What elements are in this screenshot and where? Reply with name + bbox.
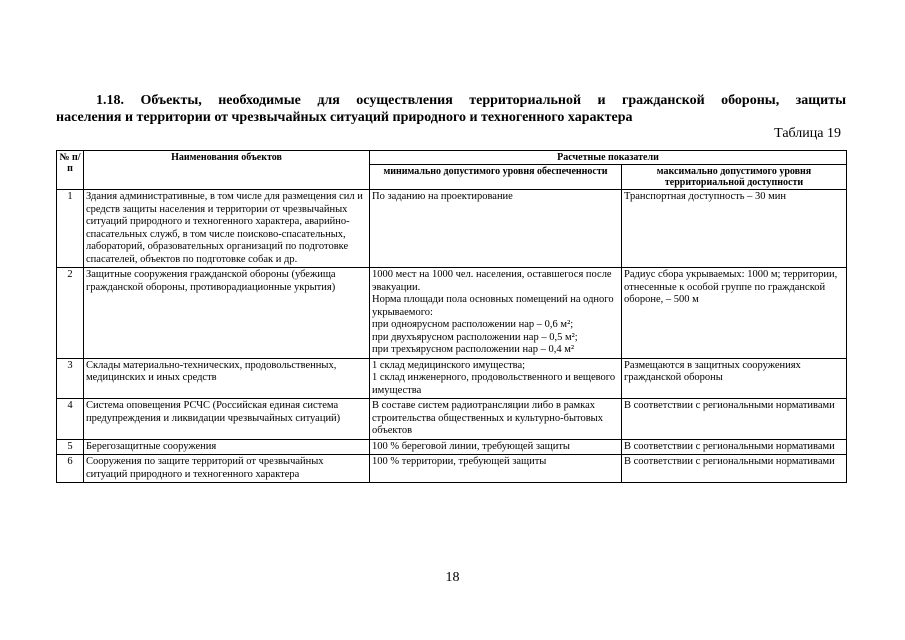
table-row: [57, 358, 847, 399]
table-row: [57, 455, 847, 483]
table-row: [57, 268, 847, 359]
header-max-level: максимально допустимого уровня территориальной доступности: [622, 165, 847, 190]
row-max-level: В соответствии с региональными нормативами: [622, 439, 847, 455]
table-row: [57, 190, 847, 268]
row-max-level: Размещаются в защитных сооружениях гражданской обороны: [622, 358, 847, 399]
section-heading: [56, 92, 846, 126]
min-level-line: при одноярусном расположении нар – 0,6 м²;: [372, 319, 574, 330]
min-level-line: 100 % береговой линии, требующей защиты: [372, 440, 570, 452]
row-min-level: [370, 399, 622, 440]
row-max-level: Радиус сбора укрываемых: 1000 м; территории, отнесенные к особой группе по гражданской обороне, – 500 м: [622, 268, 847, 359]
row-object-name: Защитные сооружения гражданской обороны (убежища гражданской обороны, противорадиационные укрытия): [84, 268, 370, 359]
min-level-line: Норма площади пола основных помещений на одного укрываемого:: [372, 294, 614, 318]
row-max-level: В соответствии с региональными нормативами: [622, 455, 847, 483]
row-min-level: [370, 268, 622, 359]
row-num: 2: [57, 268, 84, 359]
indicators-table: [56, 150, 847, 483]
row-num: 6: [57, 455, 84, 483]
page-number: 18: [445, 570, 460, 585]
row-min-level: [370, 190, 622, 268]
header-num: № п/п: [57, 151, 84, 190]
row-num: 1: [57, 190, 84, 268]
min-level-line: 1 склад инженерного, продовольственного и вещевого имущества: [372, 372, 616, 396]
min-level-line: при трехъярусном расположении нар – 0,4 м²: [372, 344, 575, 355]
table-row: [57, 439, 847, 455]
row-num: 3: [57, 358, 84, 399]
row-object-name: Система оповещения РСЧС (Российская единая система предупреждения и ликвидации чрезвычайных ситуаций): [84, 399, 370, 440]
min-level-line: В составе систем радиотрансляции либо в рамках строительства общественных и культурно-бытовых объектов: [372, 400, 603, 436]
row-min-level: [370, 455, 622, 483]
header-min-level: минимально допустимого уровня обеспеченности: [370, 165, 622, 190]
min-level-line: 1 склад медицинского имущества;: [372, 359, 526, 371]
header-indicators: Расчетные показатели: [370, 151, 847, 165]
min-level-line: 1000 мест на 1000 чел. населения, оставшегося после эвакуации.: [372, 269, 612, 293]
table-label: Таблица 19: [774, 126, 841, 141]
table-row: [57, 399, 847, 440]
min-level-line: при двухъярусном расположении нар – 0,5 м²;: [372, 331, 578, 343]
row-object-name: Здания административные, в том числе для размещения сил и средств защиты населения и территории от чрезвычайных ситуаций природного и техногенного характера, аварийно-спасательных служб, в том числе поисково-спасательных, лабораторий, образовательных организаций по подготовке спасателей, объектов по подготовке собак и др.: [84, 190, 370, 268]
section-heading-line-1: 1.18. Объекты, необходимые для осуществления территориальной и гражданской обороны, защиты: [96, 93, 846, 108]
row-object-name: Склады материально-технических, продовольственных, медицинских и иных средств: [84, 358, 370, 399]
min-level-line: 100 % территории, требующей защиты: [372, 456, 547, 467]
row-max-level: Транспортная доступность – 30 мин: [622, 190, 847, 268]
section-heading-line-2: населения и территории от чрезвычайных ситуаций природного и техногенного характера: [56, 110, 633, 125]
row-min-level: [370, 439, 622, 455]
row-min-level: [370, 358, 622, 399]
row-max-level: В соответствии с региональными нормативами: [622, 399, 847, 440]
min-level-line: По заданию на проектирование: [372, 191, 513, 202]
table-body: [57, 190, 847, 483]
row-object-name: Сооружения по защите территорий от чрезвычайных ситуаций природного и техногенного характера: [84, 455, 370, 483]
row-object-name: Берегозащитные сооружения: [84, 439, 370, 455]
header-name: Наименования объектов: [84, 151, 370, 190]
row-num: 4: [57, 399, 84, 440]
row-num: 5: [57, 439, 84, 455]
